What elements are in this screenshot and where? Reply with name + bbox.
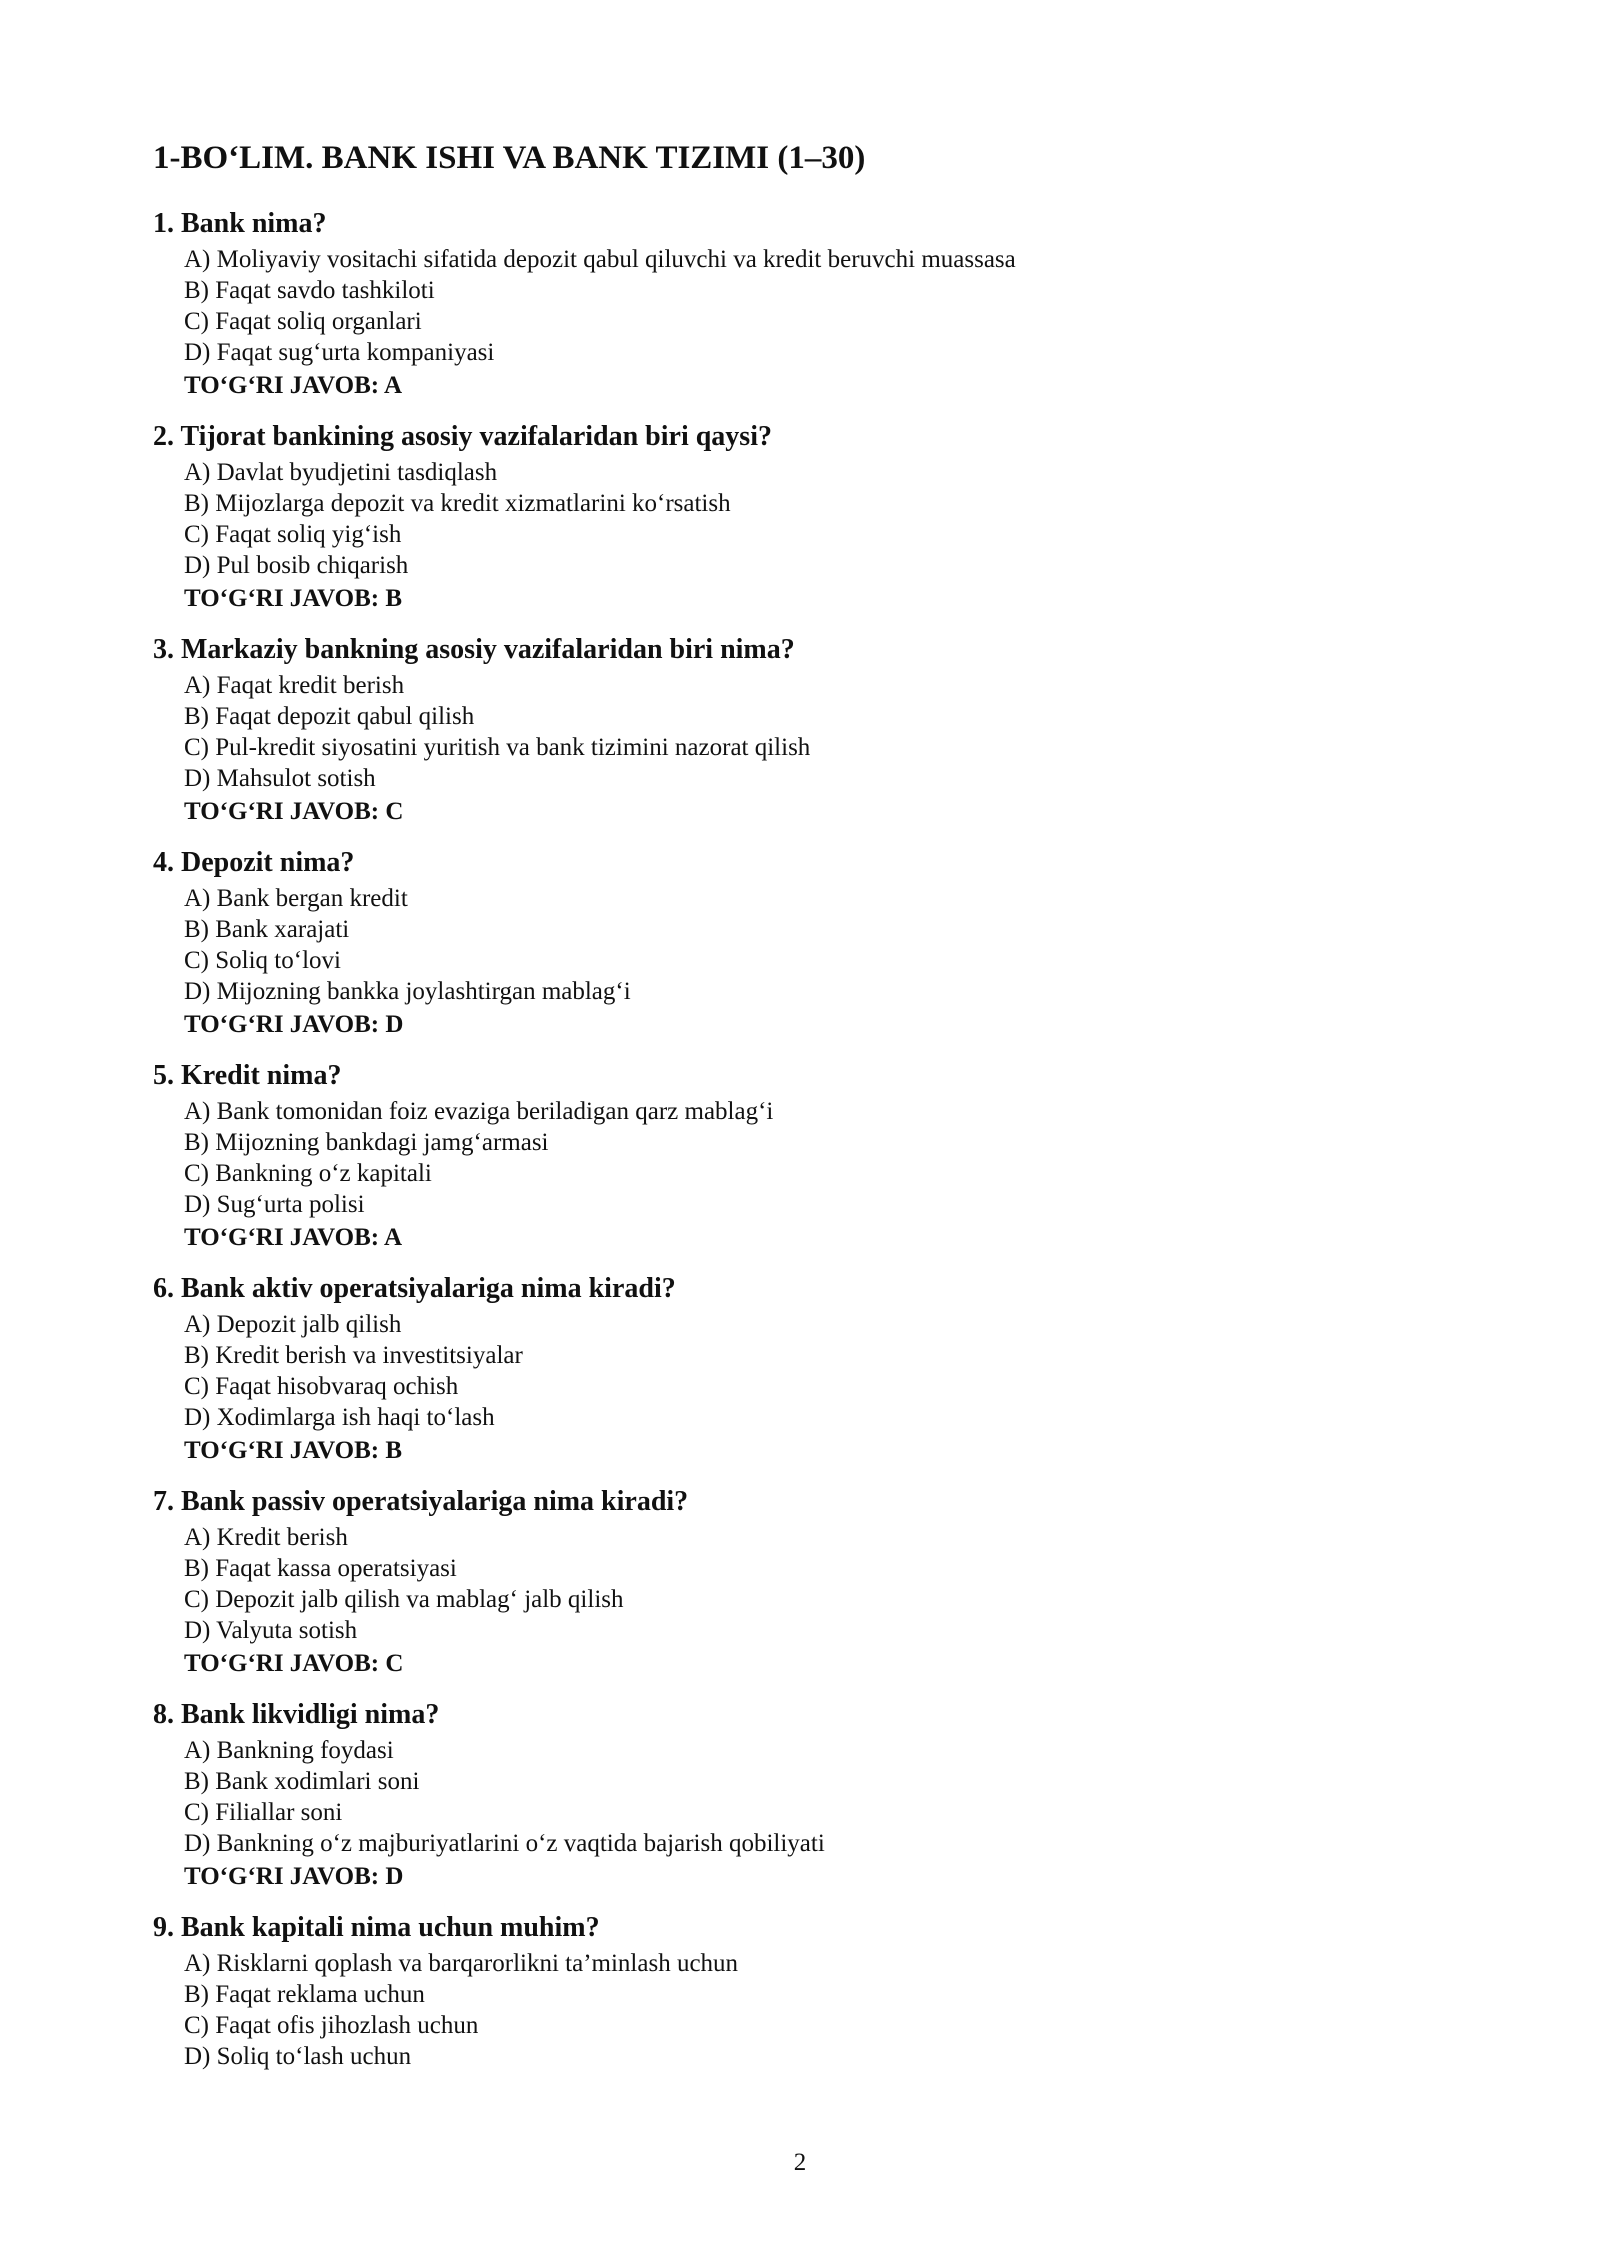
option-c: C) Faqat soliq yig‘ish [184, 521, 402, 548]
question-5 [153, 1058, 1453, 1253]
option-list [184, 1948, 1453, 2072]
correct-answer: TO‘G‘RI JAVOB: A [184, 1224, 403, 1251]
option-list [184, 457, 1453, 581]
question-6 [153, 1271, 1453, 1466]
option-d: D) Bankning o‘z majburiyatlarini o‘z vaqtida bajarish qobiliyati [184, 1830, 825, 1857]
correct-answer: TO‘G‘RI JAVOB: D [184, 1863, 404, 1890]
question-title: 2. Tijorat bankining asosiy vazifalaridan biri qaysi? [153, 421, 772, 452]
option-list [184, 1522, 1453, 1646]
option-a: A) Kredit berish [184, 1524, 348, 1551]
option-b: B) Mijozning bankdagi jamg‘armasi [184, 1129, 549, 1156]
correct-answer: TO‘G‘RI JAVOB: C [184, 798, 404, 825]
option-a: A) Bankning foydasi [184, 1737, 394, 1764]
question-list [153, 206, 1453, 2090]
correct-answer: TO‘G‘RI JAVOB: D [184, 1011, 404, 1038]
option-c: C) Faqat ofis jihozlash uchun [184, 2012, 479, 2039]
question-title: 9. Bank kapitali nima uchun muhim? [153, 1912, 600, 1943]
option-d: D) Mijozning bankka joylashtirgan mablag‘i [184, 978, 631, 1005]
option-d: D) Xodimlarga ish haqi to‘lash [184, 1404, 495, 1431]
correct-answer: TO‘G‘RI JAVOB: A [184, 372, 403, 399]
question-9 [153, 1910, 1453, 2072]
question-4 [153, 845, 1453, 1040]
question-3 [153, 632, 1453, 827]
option-d: D) Valyuta sotish [184, 1617, 358, 1644]
option-list [184, 1735, 1453, 1859]
option-a: A) Bank tomonidan foiz evaziga beriladigan qarz mablag‘i [184, 1098, 774, 1125]
page-number: 2 [793, 2149, 807, 2176]
option-list [184, 1096, 1453, 1220]
option-c: C) Faqat soliq organlari [184, 308, 422, 335]
question-title: 3. Markaziy bankning asosiy vazifalaridan biri nima? [153, 634, 795, 665]
option-list [184, 883, 1453, 1007]
option-c: C) Bankning o‘z kapitali [184, 1160, 432, 1187]
option-b: B) Faqat depozit qabul qilish [184, 703, 475, 730]
option-b: B) Bank xarajati [184, 916, 350, 943]
option-a: A) Faqat kredit berish [184, 672, 405, 699]
option-a: A) Bank bergan kredit [184, 885, 408, 912]
option-d: D) Pul bosib chiqarish [184, 552, 409, 579]
option-d: D) Mahsulot sotish [184, 765, 376, 792]
option-b: B) Mijozlarga depozit va kredit xizmatlarini ko‘rsatish [184, 490, 731, 517]
option-a: A) Risklarni qoplash va barqarorlikni ta’minlash uchun [184, 1950, 739, 1977]
option-list [184, 1309, 1453, 1433]
option-d: D) Faqat sug‘urta kompaniyasi [184, 339, 495, 366]
option-b: B) Faqat savdo tashkiloti [184, 277, 435, 304]
question-title: 6. Bank aktiv operatsiyalariga nima kiradi? [153, 1273, 676, 1304]
option-b: B) Kredit berish va investitsiyalar [184, 1342, 523, 1369]
question-7 [153, 1484, 1453, 1679]
section-title: 1-BO‘LIM. BANK ISHI VA BANK TIZIMI (1–30) [153, 140, 866, 176]
option-a: A) Davlat byudjetini tasdiqlash [184, 459, 498, 486]
option-c: C) Soliq to‘lovi [184, 947, 341, 974]
option-a: A) Moliyaviy vositachi sifatida depozit qabul qiluvchi va kredit beruvchi muassasa [184, 246, 1016, 273]
question-title: 4. Depozit nima? [153, 847, 355, 878]
option-c: C) Faqat hisobvaraq ochish [184, 1373, 459, 1400]
question-2 [153, 419, 1453, 614]
question-title: 5. Kredit nima? [153, 1060, 342, 1091]
option-a: A) Depozit jalb qilish [184, 1311, 402, 1338]
option-b: B) Faqat kassa operatsiyasi [184, 1555, 457, 1582]
option-b: B) Bank xodimlari soni [184, 1768, 420, 1795]
option-c: C) Pul-kredit siyosatini yuritish va bank tizimini nazorat qilish [184, 734, 811, 761]
option-b: B) Faqat reklama uchun [184, 1981, 425, 2008]
option-c: C) Depozit jalb qilish va mablag‘ jalb qilish [184, 1586, 624, 1613]
question-8 [153, 1697, 1453, 1892]
correct-answer: TO‘G‘RI JAVOB: B [184, 585, 403, 612]
option-c: C) Filiallar soni [184, 1799, 343, 1826]
question-title: 1. Bank nima? [153, 208, 327, 239]
option-d: D) Sug‘urta polisi [184, 1191, 365, 1218]
question-1 [153, 206, 1453, 401]
correct-answer: TO‘G‘RI JAVOB: B [184, 1437, 403, 1464]
option-d: D) Soliq to‘lash uchun [184, 2043, 412, 2070]
correct-answer: TO‘G‘RI JAVOB: C [184, 1650, 404, 1677]
option-list [184, 670, 1453, 794]
question-title: 7. Bank passiv operatsiyalariga nima kiradi? [153, 1486, 689, 1517]
option-list [184, 244, 1453, 368]
question-title: 8. Bank likvidligi nima? [153, 1699, 440, 1730]
